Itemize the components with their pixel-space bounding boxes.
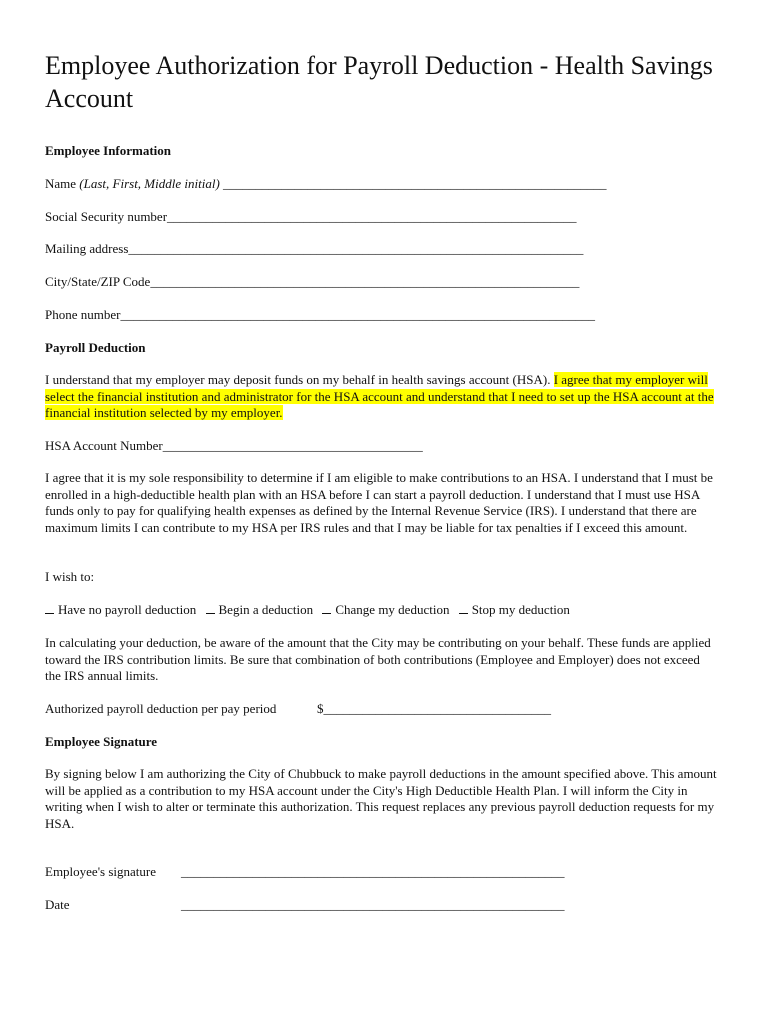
hsa-account-field[interactable]	[45, 438, 717, 455]
amount-line[interactable]: ___________________________________	[323, 701, 551, 716]
city-field[interactable]	[45, 274, 717, 291]
date-line[interactable]: ___________________________________________________________	[181, 897, 565, 912]
amount-field[interactable]	[45, 701, 717, 718]
hsa-account-label: HSA Account Number	[45, 438, 163, 453]
name-line[interactable]: ___________________________________________________________	[223, 176, 607, 191]
city-label: City/State/ZIP Code	[45, 274, 151, 289]
deduction-options	[45, 602, 717, 619]
wish-label: I wish to:	[45, 569, 95, 584]
signature-label: Employee's signature	[45, 864, 157, 879]
name-field[interactable]	[45, 176, 717, 193]
hsa-account-line[interactable]: ________________________________________	[162, 438, 423, 453]
option-no-deduction[interactable]: Have no payroll deduction	[45, 602, 196, 617]
option-blank[interactable]	[45, 605, 54, 614]
phone-field[interactable]	[45, 307, 717, 324]
payroll-heading: Payroll Deduction	[45, 340, 146, 355]
signature-paragraph: By signing below I am authorizing the City of Chubbuck to make payroll deductions in the amount specified above. This amount will be applied as a contribution to my HSA account under the City's High Deductible Health Plan. I will inform the City in writing when I wish to alter or terminate this authorization. This request replaces any previous payroll deduction requests for my HSA.	[45, 766, 717, 831]
option-begin-deduction[interactable]: Begin a deduction	[206, 602, 314, 617]
phone-line[interactable]: _________________________________________________________________________	[120, 307, 595, 322]
payroll-paragraph-1	[45, 372, 717, 422]
date-field[interactable]	[45, 897, 717, 914]
employee-info-heading: Employee Information	[45, 143, 172, 158]
name-hint: (Last, First, Middle initial)	[79, 176, 220, 191]
city-line[interactable]: __________________________________________________________________	[150, 274, 580, 289]
option-change-deduction[interactable]: Change my deduction	[322, 602, 449, 617]
ssn-field[interactable]	[45, 209, 717, 226]
option-blank[interactable]	[206, 605, 215, 614]
option-blank[interactable]	[322, 605, 331, 614]
payroll-paragraph-2: I agree that it is my sole responsibility to determine if I am eligible to make contributions to an HSA. I understand that I must be enrolled in a high-deductible health plan with an HSA before I can start a payroll deduction. I understand that I must use HSA funds only to pay for qualifying health expenses as defined by the Internal Revenue Service (IRS). I understand that there are maximum limits I can contribute to my HSA per IRS rules and that I may be liable for tax penalties if I exceed this amount.	[45, 470, 713, 535]
option-stop-deduction[interactable]: Stop my deduction	[459, 602, 570, 617]
mailing-line[interactable]: ______________________________________________________________________	[128, 241, 584, 256]
mailing-field[interactable]	[45, 241, 717, 258]
amount-prefix: $	[317, 701, 324, 716]
payroll-paragraph-3: In calculating your deduction, be aware of the amount that the City may be contributing on your behalf. These funds are applied toward the IRS contribution limits. Be sure that combination of both contributions (Employee and Employer) does not exceed the IRS annual limits.	[45, 635, 711, 683]
name-label: Name	[45, 176, 77, 191]
ssn-label: Social Security number	[45, 209, 168, 224]
signature-line[interactable]: ___________________________________________________________	[181, 864, 565, 879]
mailing-label: Mailing address	[45, 241, 129, 256]
date-label: Date	[45, 897, 70, 912]
signature-field[interactable]	[45, 864, 717, 881]
payroll-para1-highlight: I agree that my employer will select the financial institution and administrator for the HSA account and understand that I need to set up the HSA account at the financial institution selected by my employer.	[45, 372, 714, 420]
phone-label: Phone number	[45, 307, 121, 322]
page-title: Employee Authorization for Payroll Deduction - Health Savings Account	[45, 51, 713, 113]
signature-heading: Employee Signature	[45, 734, 158, 749]
amount-label: Authorized payroll deduction per pay period	[45, 701, 277, 716]
ssn-line[interactable]: _______________________________________________________________	[167, 209, 577, 224]
payroll-para1-plain: I understand that my employer may deposit funds on my behalf in health savings account (HSA).	[45, 372, 551, 387]
option-blank[interactable]	[459, 605, 468, 614]
